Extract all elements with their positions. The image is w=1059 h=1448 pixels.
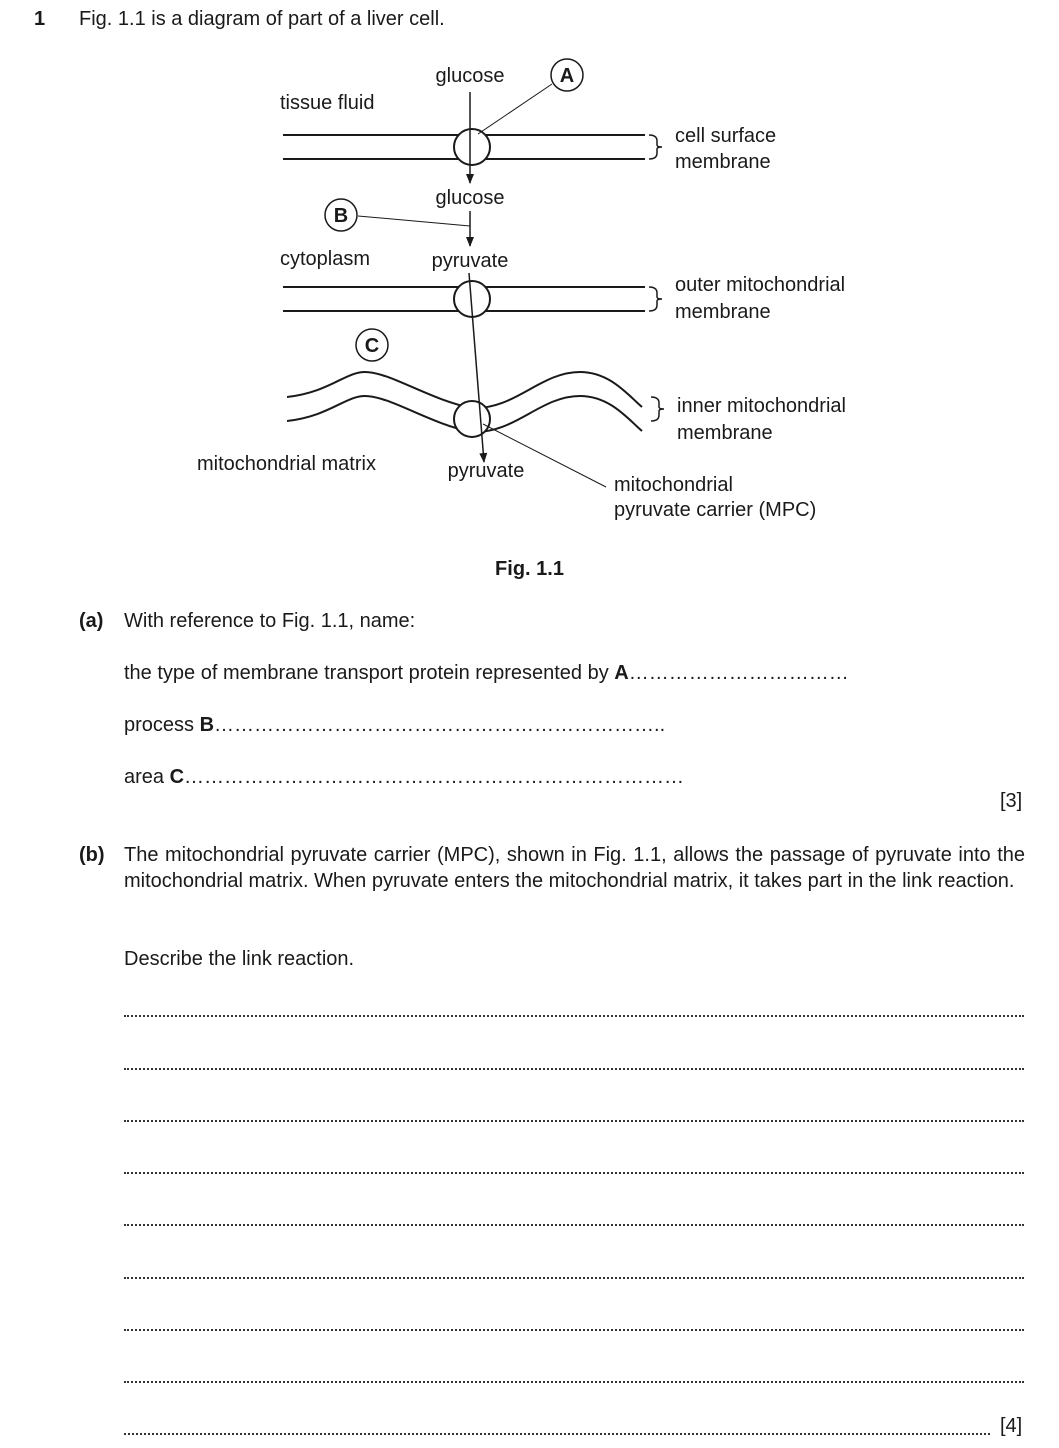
answer-field-b[interactable]: ………………………………………………………….. (214, 714, 666, 736)
label-cytoplasm: cytoplasm (280, 248, 371, 270)
circle-b-letter: B (333, 205, 349, 227)
part-a-line-1 (124, 661, 849, 685)
part-a-marks: [3] (1000, 790, 1023, 812)
line3-prefix: area (124, 766, 170, 788)
label-tissue-fluid: tissue fluid (280, 92, 375, 114)
label-omm-1: outer mitochondrial (675, 274, 846, 296)
part-a-label: (a) (79, 610, 104, 632)
label-csm-1: cell surface (675, 125, 777, 147)
question-intro: Fig. 1.1 is a diagram of part of a liver cell. (79, 8, 445, 30)
answer-line[interactable] (124, 1433, 990, 1435)
answer-line[interactable] (124, 1277, 1024, 1279)
label-imm-2: membrane (677, 422, 773, 444)
part-a-intro: With reference to Fig. 1.1, name: (124, 610, 416, 632)
answer-line[interactable] (124, 1172, 1024, 1174)
question-number: 1 (34, 8, 46, 30)
answer-field-a[interactable]: …………………………… (628, 662, 849, 684)
label-imm-1: inner mitochondrial (677, 395, 846, 417)
line1-letter: A (614, 662, 629, 684)
part-b-marks: [4] (1000, 1415, 1023, 1437)
label-omm-2: membrane (675, 301, 771, 323)
answer-line[interactable] (124, 1015, 1024, 1017)
circle-c-letter: C (364, 335, 380, 357)
liver-cell-diagram (0, 0, 1059, 600)
mpc-protein (454, 401, 490, 437)
part-a-line-3 (124, 765, 684, 789)
line3-letter: C (169, 766, 185, 788)
answer-line[interactable] (124, 1224, 1024, 1226)
label-pyruvate-bottom: pyruvate (447, 460, 525, 482)
omm-brace (649, 287, 662, 311)
part-a-line-2 (124, 713, 665, 737)
label-glucose-top: glucose (435, 65, 505, 87)
transport-protein-a (454, 129, 490, 165)
circle-a-letter: A (559, 65, 575, 87)
answer-line[interactable] (124, 1120, 1024, 1122)
answer-line[interactable] (124, 1329, 1024, 1331)
label-pyruvate-top: pyruvate (431, 250, 509, 272)
part-b-text: The mitochondrial pyruvate carrier (MPC), shown in Fig. 1.1, allows the passage of pyruvate into the mitochondrial matrix. When pyruvate enters the mitochondrial matrix, it takes part in the link reaction. (124, 844, 1025, 892)
b-pointer (358, 216, 470, 226)
answer-line[interactable] (124, 1068, 1024, 1070)
line2-prefix: process (124, 714, 200, 736)
label-mito-matrix: mitochondrial matrix (197, 453, 376, 475)
label-mpc-1: mitochondrial (614, 474, 733, 496)
part-b-prompt: Describe the link reaction. (124, 948, 355, 970)
label-csm-2: membrane (675, 151, 771, 173)
line1-prefix: the type of membrane transport protein represented by (124, 662, 615, 684)
a-pointer (478, 84, 552, 134)
label-glucose-mid: glucose (435, 187, 505, 209)
part-b-label: (b) (79, 844, 105, 866)
answer-field-c[interactable]: ………………………………………………………………… (184, 766, 685, 788)
figure-caption: Fig. 1.1 (495, 558, 564, 580)
line2-letter: B (199, 714, 215, 736)
label-mpc-2: pyruvate carrier (MPC) (614, 499, 817, 521)
imm-brace (651, 397, 664, 421)
csm-brace (649, 135, 662, 159)
answer-line[interactable] (124, 1381, 1024, 1383)
